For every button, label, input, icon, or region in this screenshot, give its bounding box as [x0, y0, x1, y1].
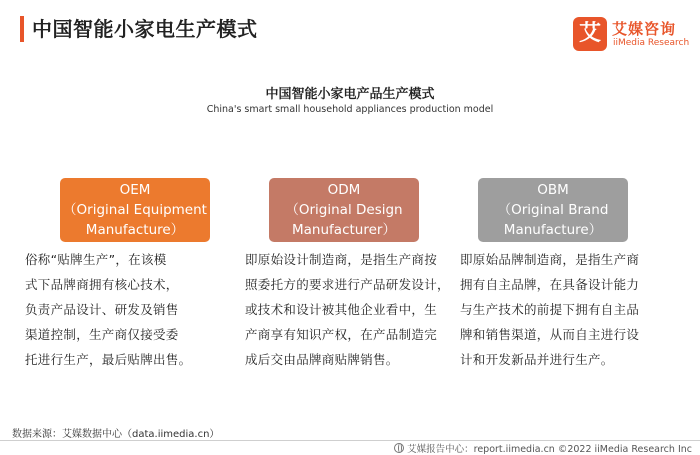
oem-heading-box [60, 178, 210, 242]
diagram-title: 中国智能小家电产品生产模式 [265, 87, 435, 102]
copyright-text: 艾媒报告中心：report.iimedia.cn ©2022 iiMedia Research Inc [407, 444, 692, 455]
oem-description-line: 负责产品设计、研发及销售 [25, 302, 179, 317]
odm-heading-line: ODM [327, 182, 361, 198]
brand-logo [573, 17, 691, 53]
odm-description-line: 成后交由品牌商贴牌销售。 [245, 352, 399, 367]
odm-heading-line: Manufacturer） [292, 222, 396, 238]
oem-heading-line: Manufacture） [85, 222, 185, 238]
oem-description-line: 俗称“贴牌生产”，在该模 [25, 252, 167, 267]
odm-description-line: 产商享有知识产权，在产品制造完 [245, 327, 438, 342]
odm-heading-box [269, 178, 419, 242]
logo-name-cn: 艾媒咨询 [612, 20, 677, 38]
odm-description-line: 照委托方的要求进行产品研发设计， [245, 277, 450, 292]
copyright-note [394, 441, 692, 455]
logo-mark-icon: 艾 [573, 17, 607, 51]
oem-heading-line: （Original Equipment [63, 202, 207, 218]
obm-description [460, 247, 660, 372]
oem-description [25, 247, 225, 372]
obm-description-line: 与生产技术的前提下拥有自主品 [460, 302, 640, 317]
title-accent-bar [20, 16, 24, 42]
obm-description-line: 牌和销售渠道，从而自主进行设 [460, 327, 640, 342]
obm-heading-line: OBM [537, 182, 569, 198]
oem-description-line: 渠道控制，生产商仅接受委 [25, 327, 179, 342]
obm-heading-box [478, 178, 628, 242]
obm-description-line: 计和开发新品并进行生产。 [460, 352, 614, 367]
odm-heading-line: （Original Design [285, 202, 403, 218]
odm-description-line: 即原始设计制造商，是指生产商按 [245, 252, 438, 267]
page-title: 中国智能小家电生产模式 [32, 17, 258, 41]
obm-heading-line: （Original Brand [497, 202, 609, 218]
obm-heading-line: Manufacture） [503, 222, 603, 238]
data-source-note: 数据来源：艾媒数据中心（data.iimedia.cn） [12, 429, 220, 440]
logo-name-en: iiMedia Research [613, 38, 690, 48]
diagram-subtitle-en: China's smart small household appliances production model [206, 104, 494, 115]
oem-description-line: 式下品牌商拥有核心技术， [25, 277, 179, 292]
odm-description [245, 247, 450, 372]
obm-description-line: 即原始品牌制造商，是指生产商 [460, 252, 640, 267]
oem-description-line: 托进行生产，最后贴牌出售。 [25, 352, 192, 367]
oem-heading-line: OEM [119, 182, 151, 198]
obm-description-line: 拥有自主品牌，在具备设计能力 [460, 277, 640, 292]
odm-description-line: 或技术和设计被其他企业看中，生 [245, 302, 438, 317]
globe-icon [394, 443, 404, 453]
